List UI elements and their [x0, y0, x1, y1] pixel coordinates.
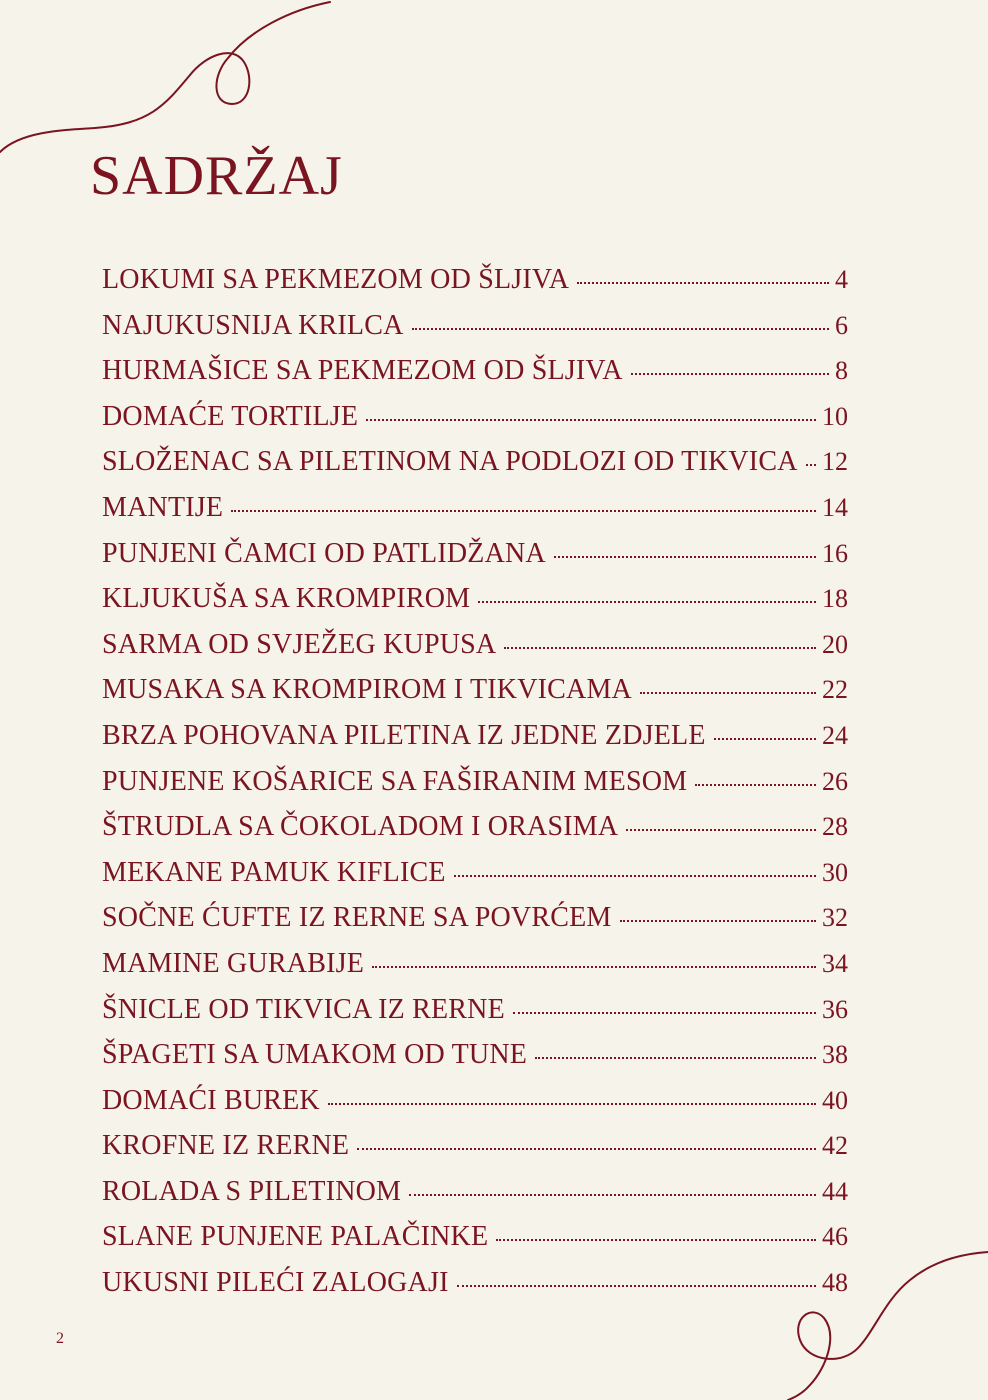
toc-entry-title: BRZA POHOVANA PILETINA IZ JEDNE ZDJELE: [102, 719, 706, 751]
toc-entry-page-number: 4: [835, 265, 848, 294]
toc-entry-page-number: 46: [822, 1222, 848, 1252]
toc-entry-title: SLANE PUNJENE PALAČINKE: [102, 1221, 489, 1253]
toc-dot-leader: [412, 328, 829, 330]
toc-entry[interactable]: [102, 1078, 848, 1124]
table-of-contents: [102, 257, 848, 1306]
toc-entry-page-number: 20: [822, 629, 848, 659]
toc-dot-leader: [626, 829, 816, 831]
toc-entry-page-number: 18: [822, 584, 848, 614]
toc-entry-title: NAJUKUSNIJA KRILCA: [102, 309, 404, 341]
toc-entry-title: ŠNICLE OD TIKVICA IZ RERNE: [102, 993, 505, 1025]
toc-entry-title: MEKANE PAMUK KIFLICE: [102, 856, 446, 888]
page-number: 2: [56, 1330, 64, 1347]
toc-entry[interactable]: [102, 759, 848, 805]
toc-entry[interactable]: [102, 303, 848, 349]
toc-entry[interactable]: [102, 850, 848, 896]
toc-entry[interactable]: [102, 941, 848, 987]
toc-entry-title: ROLADA S PILETINOM: [102, 1175, 402, 1207]
toc-entry-page-number: 16: [822, 538, 848, 568]
toc-entry-title: KROFNE IZ RERNE: [102, 1130, 350, 1162]
toc-entry-title: KLJUKUŠA SA KROMPIROM: [102, 583, 471, 615]
toc-dot-leader: [454, 875, 816, 877]
toc-entry-page-number: 32: [822, 903, 848, 933]
toc-dot-leader: [806, 464, 816, 466]
toc-entry-title: UKUSNI PILEĆI ZALOGAJI: [102, 1267, 449, 1299]
toc-dot-leader: [366, 419, 816, 421]
toc-dot-leader: [496, 1239, 816, 1241]
toc-entry-page-number: 26: [822, 766, 848, 796]
toc-entry-page-number: 42: [822, 1131, 848, 1161]
toc-entry[interactable]: [102, 713, 848, 759]
toc-entry-page-number: 40: [822, 1085, 848, 1115]
toc-entry-page-number: 44: [822, 1176, 848, 1206]
toc-entry-title: PUNJENI ČAMCI OD PATLIDŽANA: [102, 537, 546, 569]
toc-entry[interactable]: [102, 257, 848, 303]
toc-entry[interactable]: [102, 895, 848, 941]
toc-entry[interactable]: [102, 1214, 848, 1260]
toc-entry-title: SARMA OD SVJEŽEG KUPUSA: [102, 628, 497, 660]
toc-entry-page-number: 38: [822, 1040, 848, 1070]
toc-dot-leader: [513, 1012, 816, 1014]
toc-entry-page-number: 10: [822, 401, 848, 431]
toc-dot-leader: [231, 510, 816, 512]
toc-entry[interactable]: [102, 1123, 848, 1169]
toc-entry-title: MANTIJE: [102, 491, 224, 523]
toc-entry[interactable]: [102, 348, 848, 394]
toc-entry[interactable]: [102, 531, 848, 577]
toc-dot-leader: [328, 1103, 816, 1105]
toc-entry-title: SLOŽENAC SA PILETINOM NA PODLOZI OD TIKVICA: [102, 446, 798, 478]
toc-entry-page-number: 8: [835, 356, 848, 386]
toc-entry-title: LOKUMI SA PEKMEZOM OD ŠLJIVA: [102, 264, 570, 295]
toc-dot-leader: [631, 373, 829, 375]
toc-dot-leader: [554, 556, 816, 558]
toc-entry-title: PUNJENE KOŠARICE SA FAŠIRANIM MESOM: [102, 765, 688, 797]
toc-entry-page-number: 24: [822, 720, 848, 750]
toc-entry-title: DOMAĆE TORTILJE: [102, 400, 359, 432]
toc-dot-leader: [409, 1194, 816, 1196]
toc-entry-title: ŠTRUDLA SA ČOKOLADOM I ORASIMA: [102, 811, 619, 843]
toc-dot-leader: [504, 647, 816, 649]
toc-entry-page-number: 48: [822, 1268, 848, 1298]
toc-entry-page-number: 22: [822, 675, 848, 705]
page-title: SADRŽAJ: [90, 145, 343, 207]
toc-entry-page-number: 34: [822, 948, 848, 978]
toc-entry[interactable]: [102, 987, 848, 1033]
toc-dot-leader: [372, 966, 816, 968]
toc-dot-leader: [535, 1057, 816, 1059]
toc-entry-page-number: 14: [822, 492, 848, 522]
toc-dot-leader: [357, 1148, 816, 1150]
toc-entry-title: DOMAĆI BUREK: [102, 1084, 320, 1116]
toc-entry-page-number: 6: [835, 310, 848, 340]
toc-dot-leader: [695, 784, 816, 786]
toc-entry-page-number: 30: [822, 857, 848, 887]
toc-dot-leader: [640, 692, 816, 694]
toc-entry[interactable]: [102, 804, 848, 850]
toc-entry[interactable]: [102, 667, 848, 713]
toc-dot-leader: [457, 1285, 816, 1287]
toc-entry-title: SOČNE ĆUFTE IZ RERNE SA POVRĆEM: [102, 902, 612, 934]
toc-entry[interactable]: [102, 485, 848, 531]
toc-dot-leader: [620, 920, 817, 922]
toc-dot-leader: [577, 282, 829, 284]
toc-entry[interactable]: [102, 1169, 848, 1215]
toc-entry-page-number: 36: [822, 994, 848, 1024]
toc-entry-title: MAMINE GURABIJE: [102, 947, 364, 979]
toc-entry[interactable]: [102, 439, 848, 485]
toc-entry[interactable]: [102, 576, 848, 622]
toc-entry[interactable]: [102, 1260, 848, 1306]
toc-entry[interactable]: [102, 622, 848, 668]
toc-dot-leader: [714, 738, 816, 740]
toc-entry-title: MUSAKA SA KROMPIROM I TIKVICAMA: [102, 674, 632, 706]
toc-entry[interactable]: [102, 1032, 848, 1078]
toc-dot-leader: [478, 601, 816, 603]
toc-entry[interactable]: [102, 394, 848, 440]
top-left-swirl: [0, 2, 330, 152]
toc-entry-page-number: 28: [822, 812, 848, 842]
toc-entry-title: HURMAŠICE SA PEKMEZOM OD ŠLJIVA: [102, 355, 623, 387]
toc-entry-title: ŠPAGETI SA UMAKOM OD TUNE: [102, 1039, 528, 1071]
toc-entry-page-number: 12: [822, 447, 848, 477]
